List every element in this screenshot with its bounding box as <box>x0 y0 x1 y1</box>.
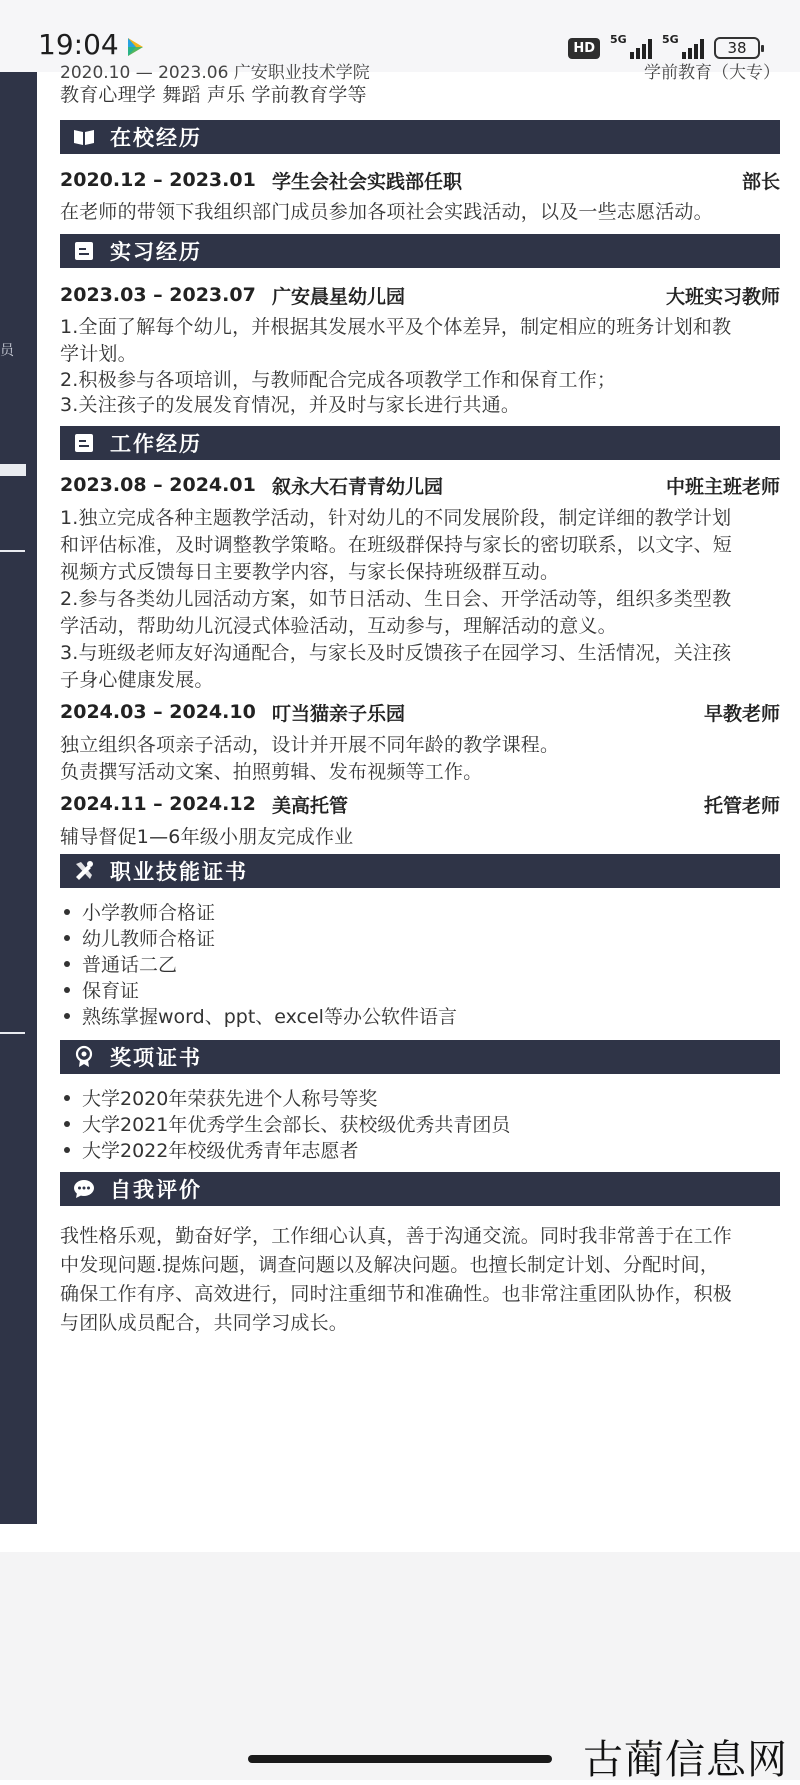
skill-text: 小学教师合格证 <box>82 902 216 924</box>
signal-icon-2 <box>662 33 704 59</box>
entry-org: 叙永大石青青幼儿园 <box>272 475 444 498</box>
chat-icon <box>72 1177 96 1201</box>
entry-org: 叮当猫亲子乐园 <box>272 702 406 725</box>
award-item <box>64 1110 784 1137</box>
video-app-icon <box>124 36 146 58</box>
signal-label: 5G <box>610 33 627 46</box>
signal-label-2: 5G <box>662 33 679 46</box>
work-entry-head <box>60 790 780 818</box>
award-text: 大学2021年优秀学生会部长、获校级优秀共青团员 <box>82 1114 511 1136</box>
section-campus <box>60 120 780 154</box>
section-awards <box>60 1040 780 1074</box>
bullet <box>64 1147 70 1153</box>
battery-icon: 38 <box>714 37 760 59</box>
resume-document[interactable] <box>0 63 800 1552</box>
work-line: 1.独立完成各种主题教学活动，针对幼儿的不同发展阶段，制定详细的教学计划 <box>60 507 732 529</box>
section-title: 工作经历 <box>110 432 202 456</box>
bullet <box>64 1121 70 1127</box>
work-line: 学活动，帮助幼儿沉浸式体验活动，互动参与，理解活动的意义。 <box>60 615 617 637</box>
work-line: 独立组织各项亲子活动，设计并开展不同年龄的教学课程。 <box>60 734 560 756</box>
section-title: 职业技能证书 <box>110 860 248 884</box>
work-line: 视频方式反馈每日主要教学内容，与家长保持班级群互动。 <box>60 561 560 583</box>
skill-item <box>64 950 784 977</box>
internship-line: 3.关注孩子的发展发育情况，并及时与家长进行共通。 <box>60 394 521 416</box>
work-line: 辅导督促1—6年级小朋友完成作业 <box>60 826 354 848</box>
bullet <box>64 1095 70 1101</box>
work-line: 子身心健康发展。 <box>60 669 214 691</box>
section-title: 自我评价 <box>110 1178 202 1202</box>
internship-line: 2.积极参与各项培训，与教师配合完成各项教学工作和保育工作； <box>60 369 617 391</box>
campus-entry-head <box>60 166 780 194</box>
section-self-evaluation <box>60 1172 780 1206</box>
education-clipped-header <box>60 58 780 83</box>
entry-date: 2020.12 – 2023.01 <box>60 169 256 191</box>
signal-icon <box>610 33 652 59</box>
internship-entry-head <box>60 281 780 309</box>
bullet <box>64 935 70 941</box>
entry-date: 2024.03 – 2024.10 <box>60 701 256 723</box>
left-sidebar-strip <box>0 72 37 1524</box>
skill-item <box>64 976 784 1003</box>
entry-role: 大班实习教师 <box>665 285 780 308</box>
section-internship <box>60 234 780 268</box>
work-entry-head <box>60 471 780 499</box>
work-line: 负责撰写活动文案、拍照剪辑、发布视频等工作。 <box>60 761 483 783</box>
award-text: 大学2020年荣获先进个人称号等奖 <box>82 1088 378 1110</box>
entry-org: 广安晨星幼儿园 <box>272 285 406 308</box>
self-eval-line: 我性格乐观，勤奋好学，工作细心认真，善于沟通交流。同时我非常善于在工作 <box>60 1225 733 1247</box>
skill-text: 普通话二乙 <box>82 954 178 976</box>
award-text: 大学2022年校级优秀青年志愿者 <box>82 1140 359 1162</box>
document-icon <box>72 431 96 455</box>
sidebar-divider <box>0 550 25 552</box>
work-line: 和评估标准，及时调整教学策略。在班级群保持与家长的密切联系，以文字、短 <box>60 534 733 556</box>
entry-role: 早教老师 <box>703 702 780 725</box>
entry-role: 托管老师 <box>703 794 780 817</box>
entry-date: 2023.08 – 2024.01 <box>60 474 256 496</box>
self-eval-line: 与团队成员配合，共同学习成长。 <box>60 1312 349 1334</box>
bullet <box>64 987 70 993</box>
entry-date: 2023.03 – 2023.07 <box>60 284 256 306</box>
entry-role: 部长 <box>741 170 780 193</box>
bullet <box>64 909 70 915</box>
section-title: 奖项证书 <box>110 1046 202 1070</box>
skill-item <box>64 924 784 951</box>
bullet <box>64 961 70 967</box>
education-courses: 教育心理学 舞蹈 声乐 学前教育学等 <box>60 84 367 106</box>
skill-item <box>64 1002 784 1029</box>
work-line: 2.参与各类幼儿园活动方案，如节日活动、生日会、开学活动等，组织多类型教 <box>60 588 732 610</box>
section-work <box>60 426 780 460</box>
award-item <box>64 1084 784 1111</box>
section-skills <box>60 854 780 888</box>
campus-entry-line: 在老师的带领下我组织部门成员参加各项社会实践活动，以及一些志愿活动。 <box>60 201 713 223</box>
document-icon <box>72 239 96 263</box>
self-eval-line: 确保工作有序、高效进行，同时注重细节和准确性。也非常注重团队协作，积极 <box>60 1283 733 1305</box>
home-indicator[interactable] <box>248 1755 552 1763</box>
self-eval-line: 中发现问题.提炼问题，调查问题以及解决问题。也擅长制定计划、分配时间， <box>60 1254 720 1276</box>
award-item <box>64 1136 784 1163</box>
hd-badge: HD <box>568 38 600 59</box>
internship-line: 学计划。 <box>60 343 137 365</box>
skill-item <box>64 898 784 925</box>
education-clipped-right: 学前教育（大专） <box>644 63 780 83</box>
status-time: 19:04 <box>38 28 119 61</box>
entry-date: 2024.11 – 2024.12 <box>60 793 256 815</box>
watermark: 古蔺信息网 <box>583 1737 788 1783</box>
skill-text: 幼儿教师合格证 <box>82 928 216 950</box>
entry-role: 中班主班老师 <box>665 475 780 498</box>
education-clipped-left: 2020.10 — 2023.06 广安职业技术学院 <box>60 63 370 83</box>
section-title: 在校经历 <box>110 126 202 150</box>
sidebar-clipped-text: 员 <box>0 343 14 359</box>
internship-line: 1.全面了解每个幼儿，并根据其发展水平及个体差异，制定相应的班务计划和教 <box>60 316 732 338</box>
skill-text: 保育证 <box>82 980 140 1002</box>
tools-icon <box>72 859 96 883</box>
sidebar-marker <box>0 464 26 476</box>
skill-text: 熟练掌握word、ppt、excel等办公软件语言 <box>82 1006 457 1028</box>
entry-org: 学生会社会实践部任职 <box>272 170 463 193</box>
bullet <box>64 1013 70 1019</box>
entry-org: 美高托管 <box>272 794 349 817</box>
section-title: 实习经历 <box>110 240 202 264</box>
work-line: 3.与班级老师友好沟通配合，与家长及时反馈孩子在园学习、生活情况，关注孩 <box>60 642 732 664</box>
book-icon <box>72 125 96 149</box>
work-entry-head <box>60 698 780 726</box>
sidebar-divider <box>0 1032 25 1034</box>
medal-icon <box>72 1045 96 1069</box>
